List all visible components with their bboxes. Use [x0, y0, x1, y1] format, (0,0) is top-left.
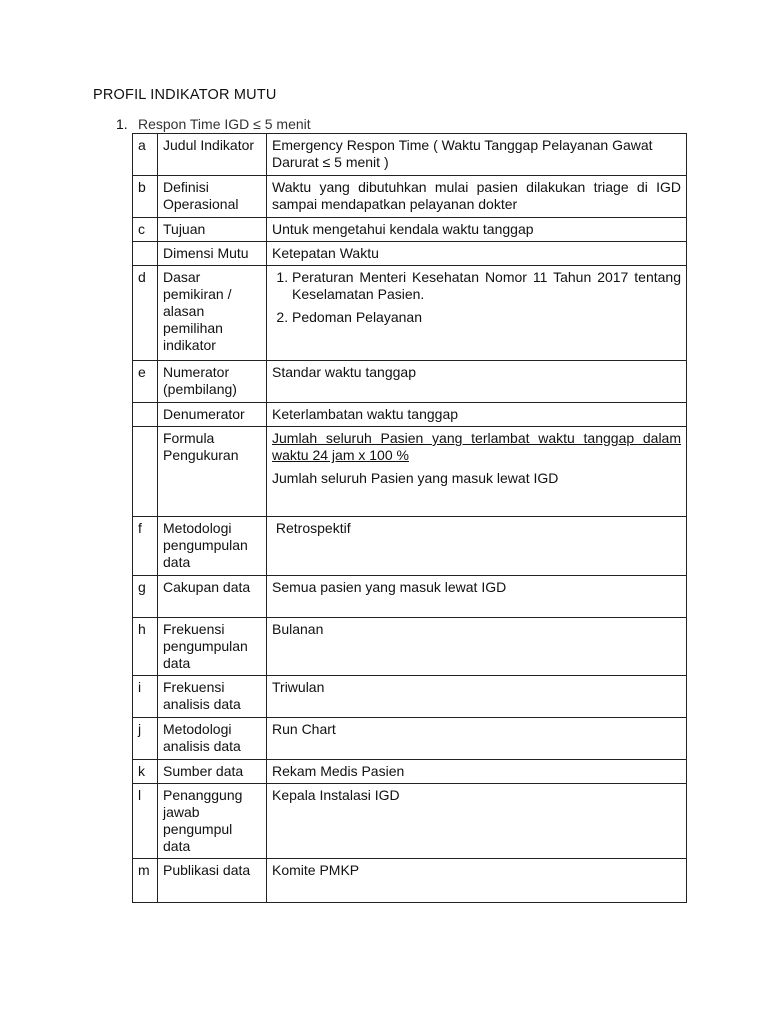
row-value: Keterlambatan waktu tanggap — [267, 403, 687, 427]
table-row — [133, 266, 687, 361]
row-code: g — [133, 576, 158, 618]
row-code: c — [133, 218, 158, 242]
row-code: j — [133, 718, 158, 760]
row-label: Metodologi pengumpulan data — [158, 517, 267, 576]
list-item: 1. Peraturan Menteri Kesehatan Nomor 11 Tahun 2017 tentang Keselamatan Pasien. — [292, 269, 681, 303]
row-value: Emergency Respon Time ( Waktu Tanggap Pelayanan Gawat Darurat ≤ 5 menit ) — [267, 134, 687, 176]
row-code: d — [133, 266, 158, 361]
row-code — [133, 427, 158, 517]
row-code: l — [133, 784, 158, 859]
row-label: Cakupan data — [158, 576, 267, 618]
indicator-heading — [116, 116, 311, 132]
row-value: Retrospektif — [267, 517, 687, 576]
row-code: b — [133, 176, 158, 218]
row-label: Dimensi Mutu — [158, 242, 267, 266]
row-value — [267, 266, 687, 361]
row-value: Standar waktu tanggap — [267, 361, 687, 403]
row-label: Denumerator — [158, 403, 267, 427]
row-label: Judul Indikator — [158, 134, 267, 176]
indicator-profile-table — [132, 133, 687, 903]
row-label: Sumber data — [158, 760, 267, 784]
table-row — [133, 218, 687, 242]
row-value: Semua pasien yang masuk lewat IGD — [267, 576, 687, 618]
table-row — [133, 576, 687, 618]
row-label: Frekuensi analisis data — [158, 676, 267, 718]
table-row — [133, 242, 687, 266]
table-row — [133, 760, 687, 784]
formula-denominator: Jumlah seluruh Pasien yang masuk lewat IGD — [272, 470, 559, 486]
row-value: Run Chart — [267, 718, 687, 760]
row-value: Bulanan — [267, 618, 687, 676]
row-value: Kepala Instalasi IGD — [267, 784, 687, 859]
row-label: Numerator (pembilang) — [158, 361, 267, 403]
table-row — [133, 403, 687, 427]
indicator-number: 1. — [116, 116, 128, 132]
page-title: PROFIL INDIKATOR MUTU — [93, 87, 277, 103]
row-value: Komite PMKP — [267, 859, 687, 903]
list-item: 2. Pedoman Pelayanan — [292, 309, 681, 326]
row-code: m — [133, 859, 158, 903]
row-label: Publikasi data — [158, 859, 267, 903]
row-label: Formula Pengukuran — [158, 427, 267, 517]
table-row — [133, 361, 687, 403]
row-value: Rekam Medis Pasien — [267, 760, 687, 784]
table-row — [133, 859, 687, 903]
table-row — [133, 718, 687, 760]
row-value: Untuk mengetahui kendala waktu tanggap — [267, 218, 687, 242]
table-row — [133, 784, 687, 859]
reference-list — [272, 269, 681, 326]
row-value — [267, 427, 687, 517]
row-code: f — [133, 517, 158, 576]
row-value: Triwulan — [267, 676, 687, 718]
table-row — [133, 176, 687, 218]
table-row — [133, 134, 687, 176]
table-row — [133, 517, 687, 576]
table-row — [133, 676, 687, 718]
row-code: h — [133, 618, 158, 676]
row-code — [133, 242, 158, 266]
row-code: i — [133, 676, 158, 718]
row-code: k — [133, 760, 158, 784]
table-row — [133, 427, 687, 517]
row-label: Metodologi analisis data — [158, 718, 267, 760]
row-label: Tujuan — [158, 218, 267, 242]
formula-numerator: Jumlah seluruh Pasien yang terlambat waktu tanggap dalam waktu 24 jam x 100 % — [272, 430, 681, 463]
row-label: Dasar pemikiran / alasan pemilihan indikator — [158, 266, 267, 361]
row-code: a — [133, 134, 158, 176]
row-value: Ketepatan Waktu — [267, 242, 687, 266]
row-code — [133, 403, 158, 427]
indicator-title: Respon Time IGD ≤ 5 menit — [138, 116, 311, 132]
row-value: Waktu yang dibutuhkan mulai pasien dilakukan triage di IGD sampai mendapatkan pelayanan dokter — [267, 176, 687, 218]
row-label: Frekuensi pengumpulan data — [158, 618, 267, 676]
row-label: Definisi Operasional — [158, 176, 267, 218]
table-row — [133, 618, 687, 676]
row-label: Penanggung jawab pengumpul data — [158, 784, 267, 859]
row-code: e — [133, 361, 158, 403]
